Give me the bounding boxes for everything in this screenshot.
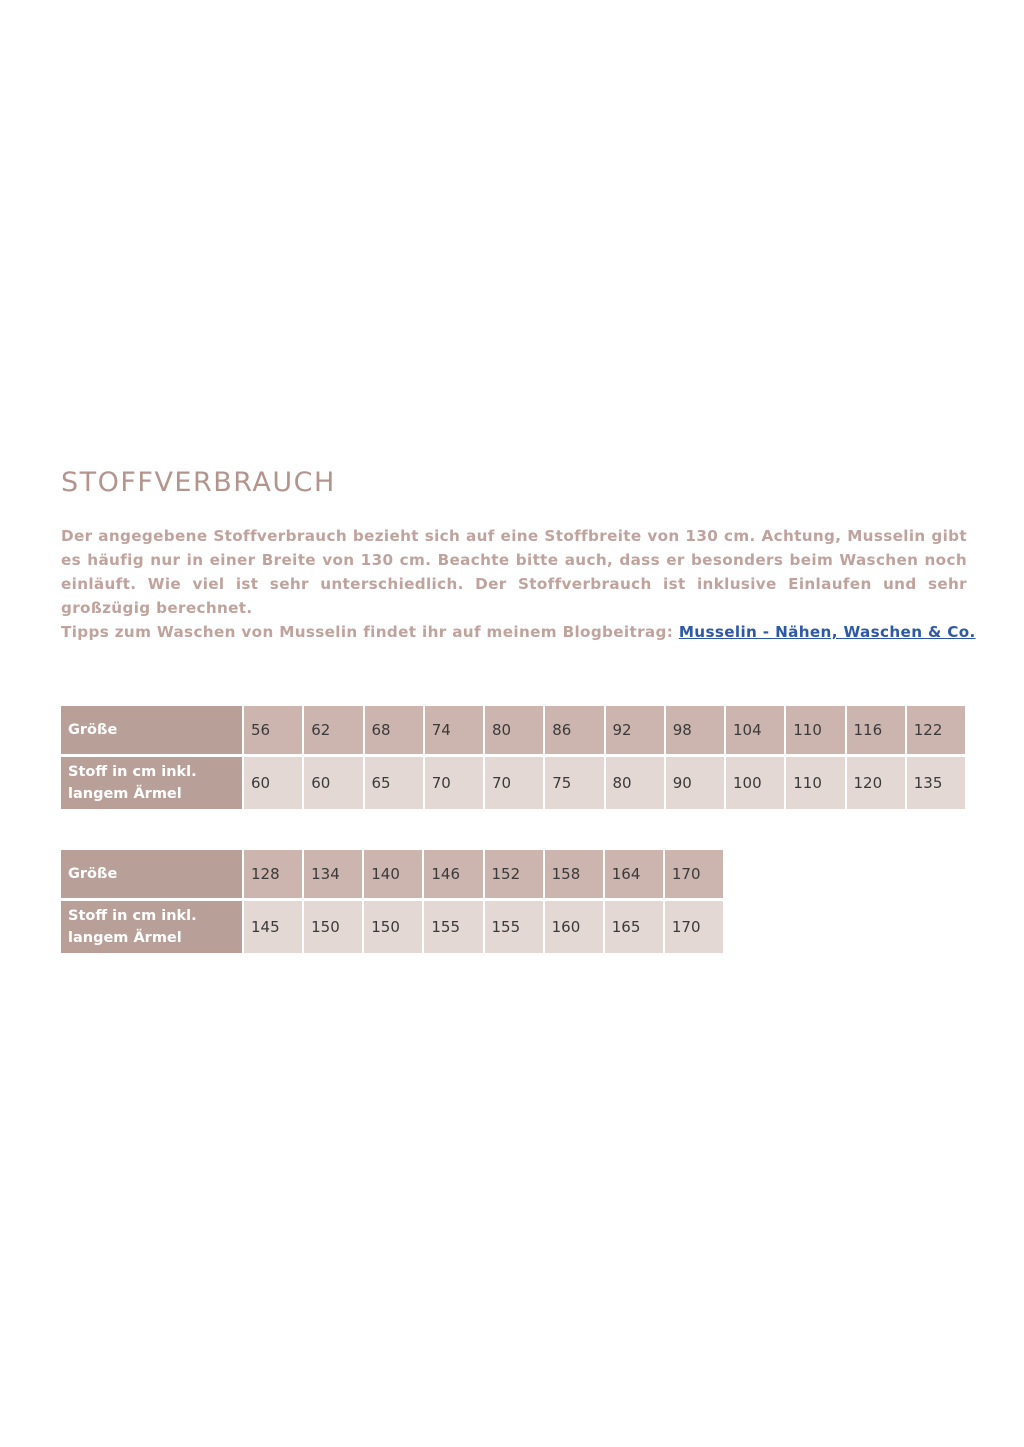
size-cell: 98 [665, 706, 725, 756]
fabric-cell: 170 [664, 900, 724, 955]
size-cell: 110 [785, 706, 845, 756]
fabric-row [61, 900, 724, 955]
fabric-cell: 90 [665, 756, 725, 811]
fabric-cell: 150 [303, 900, 363, 955]
fabric-cell: 75 [544, 756, 604, 811]
size-cell: 56 [243, 706, 303, 756]
fabric-cell: 155 [423, 900, 483, 955]
fabric-cell: 160 [544, 900, 604, 955]
size-cell: 158 [544, 850, 604, 900]
fabric-cell: 70 [424, 756, 484, 811]
size-cell: 146 [423, 850, 483, 900]
fabric-cell: 60 [243, 756, 303, 811]
size-cell: 122 [906, 706, 966, 756]
fabric-cell: 120 [846, 756, 906, 811]
fabric-cell: 155 [484, 900, 544, 955]
size-cell: 164 [604, 850, 664, 900]
size-cell: 80 [484, 706, 544, 756]
size-cell: 68 [364, 706, 424, 756]
size-cell: 104 [725, 706, 785, 756]
fabric-cell: 70 [484, 756, 544, 811]
fabric-row [61, 756, 966, 811]
fabric-cell: 80 [605, 756, 665, 811]
size-row [61, 850, 724, 900]
size-cell: 116 [846, 706, 906, 756]
fabric-cell: 60 [303, 756, 363, 811]
fabric-cell: 150 [363, 900, 423, 955]
size-cell: 62 [303, 706, 363, 756]
description-text: Der angegebene Stoffverbrauch bezieht sich auf eine Stoffbreite von 130 cm. Achtung, Musselin gibt es häufig nur in einer Breite von 130 cm. Beachte bitte auch, dass er besonders beim Waschen noch einläuft. Wie viel ist sehr unterschiedlich. Der Stoffverbrauch ist inklusive Einlaufen und sehr großzügig berechnet. [61, 527, 967, 617]
size-cell: 134 [303, 850, 363, 900]
fabric-label: Stoff in cm inkl. langem Ärmel [61, 756, 243, 811]
size-label: Größe [61, 706, 243, 756]
fabric-table-2 [61, 850, 725, 956]
fabric-cell: 145 [243, 900, 303, 955]
fabric-label: Stoff in cm inkl. langem Ärmel [61, 900, 243, 955]
fabric-cell: 165 [604, 900, 664, 955]
fabric-cell: 100 [725, 756, 785, 811]
size-cell: 152 [484, 850, 544, 900]
tips-prefix: Tipps zum Waschen von Musselin findet ihr auf meinem Blogbeitrag: [61, 623, 674, 641]
size-cell: 74 [424, 706, 484, 756]
size-label: Größe [61, 850, 243, 900]
fabric-cell: 65 [364, 756, 424, 811]
blog-post-link[interactable]: Musselin - Nähen, Waschen & Co. [678, 623, 976, 641]
size-cell: 86 [544, 706, 604, 756]
size-cell: 170 [664, 850, 724, 900]
page-title: STOFFVERBRAUCH [61, 467, 336, 498]
tips-line [61, 620, 976, 644]
fabric-cell: 135 [906, 756, 966, 811]
size-cell: 128 [243, 850, 303, 900]
size-cell: 92 [605, 706, 665, 756]
size-row [61, 706, 966, 756]
size-cell: 140 [363, 850, 423, 900]
fabric-table-1 [61, 706, 967, 812]
fabric-cell: 110 [785, 756, 845, 811]
fabric-description [61, 524, 976, 644]
